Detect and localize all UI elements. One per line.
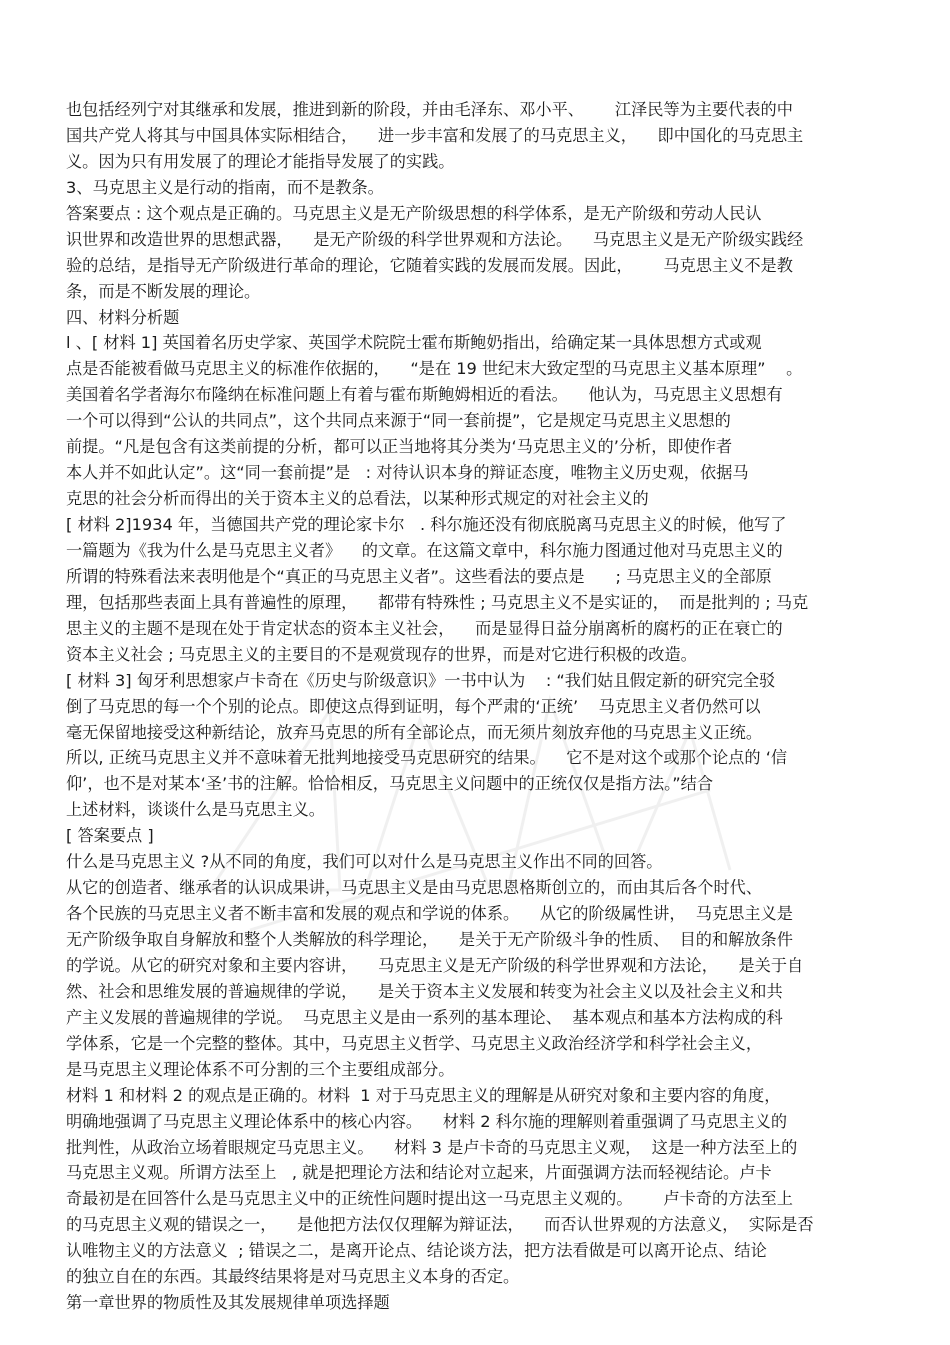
text-line: 马克思主义观。所谓方法至上 , 就是把理论方法和结论对立起来，片面强调方法而轻视结论。卢卡	[66, 1163, 772, 1183]
text-line: 毫无保留地接受这种新结论，放弃马克思的所有全部论点，而无须片刻放弃他的马克思主义正统。	[66, 722, 763, 742]
text-line: 认唯物主义的方法意义 ; 错误之二，是离开论点、结论谈方法，把方法看做是可以离开论点、结论	[66, 1241, 767, 1261]
text-line: 也包括经列宁对其继承和发展，推进到新的阶段，并由毛泽东、邓小平、 江泽民等为主要代表的中	[66, 100, 793, 119]
text-line: 前提。“凡是包含有这类前提的分析，都可以正当地将其分类为‘马克思主义的’分析，即使作者	[66, 437, 733, 457]
section-heading: 3、马克思主义是行动的指南，而不是教条。	[66, 177, 384, 197]
text-line: 各个民族的马克思主义者不断丰富和发展的观点和学说的体系。 从它的阶级属性讲， 马克思主义是	[66, 904, 793, 924]
text-line: 的马克思主义观的错误之一， 是他把方法仅仅理解为辩证法， 而否认世界观的方法意义， 实际是否	[66, 1215, 814, 1235]
text-line: 的学说。从它的研究对象和主要内容讲， 马克思主义是无产阶级的科学世界观和方法论， 是关于自	[66, 955, 804, 975]
text-line: l 、[ 材料 1] 英国着名历史学家、英国学术院院士霍布斯鲍奶指出，给确定某一具体思想方式或观	[66, 333, 762, 353]
section-heading: [ 答案要点 ]	[66, 826, 154, 846]
text-line: 一篇题为《我为什么是马克思主义者》 的文章。在这篇文章中，科尔施力图通过他对马克思主义的	[66, 540, 783, 560]
text-line: 倒了马克思的每一个个别的论点。即使这点得到证明，每个严肃的‘正统’ 马克思主义者仍然可以	[66, 696, 761, 716]
text-line: 资本主义社会 ; 马克思主义的主要目的不是观赏现存的世界，而是对它进行积极的改造。	[66, 644, 697, 664]
text-line: 批判性，从政治立场着眼规定马克思主义。 材料 3 是卢卡奇的马克思主义观， 这是一种方法至上的	[66, 1137, 798, 1157]
text-line: 产主义发展的普遍规律的学说。 马克思主义是由一系列的基本理论、 基本观点和基本方法构成的科	[66, 1007, 783, 1027]
text-line: 明确地强调了马克思主义理论体系中的核心内容。 材料 2 科尔施的理解则着重强调了马克思主义的	[66, 1111, 788, 1131]
text-line: 什么是马克思主义 ?从不同的角度，我们可以对什么是马克思主义作出不同的回答。	[66, 852, 663, 872]
text-line: 所以, 正统马克思主义并不意味着无批判地接受马克思研究的结果。 它不是对这个或那个论点的 ‘信	[66, 748, 788, 768]
text-line: 本人并不如此认定”。这“同一套前提”是 : 对待认识本身的辩证态度，唯物主义历史观，依据马	[66, 463, 749, 483]
text-line: 仰’，也不是对某本‘圣’书的注解。恰恰相反，马克思主义问题中的正统仅仅是指方法。”结合	[66, 774, 714, 794]
text-line: 然、社会和思维发展的普遍规律的学说， 是关于资本主义发展和转变为社会主义以及社会主义和共	[66, 981, 783, 1001]
text-line: 义。因为只有用发展了的理论才能指导发展了的实践。	[66, 151, 455, 171]
text-line: 国共产党人将其与中国具体实际相结合， 进一步丰富和发展了的马克思主义， 即中国化的马克思主	[66, 125, 804, 145]
text-line: 点是否能被看做马克思主义的标准作依据的， “是在 19 世纪末大致定型的马克思主义基本原理” 。	[66, 359, 803, 379]
text-line: 从它的创造者、继承者的认识成果讲，马克思主义是由马克思恩格斯创立的，而由其后各个时代、	[66, 878, 763, 898]
text-line: 条，而是不断发展的理论。	[66, 281, 261, 301]
text-line: 所谓的特殊看法来表明他是个“真正的马克思主义者”。这些看法的要点是 ; 马克思主义的全部原	[66, 566, 772, 586]
text-line: 的独立自在的东西。其最终结果将是对马克思主义本身的否定。	[66, 1267, 520, 1287]
text-line: 学体系，它是一个完整的整体。其中，马克思主义哲学、马克思主义政治经济学和科学社会主义，	[66, 1033, 763, 1053]
text-line: 一个可以得到“公认的共同点”，这个共同点来源于“同一套前提”，它是规定马克思主义思想的	[66, 411, 731, 431]
text-line: 上述材料，谈谈什么是马克思主义。	[66, 800, 325, 820]
text-line: 克思的社会分析而得出的关于资本主义的总看法，以某种形式规定的对社会主义的	[66, 489, 649, 509]
text-line: [ 材料 2]1934 年，当德国共产党的理论家卡尔 . 科尔施还没有彻底脱离马克思主义的时候，他写了	[66, 515, 787, 534]
text-line: 是马克思主义理论体系不可分割的三个主要组成部分。	[66, 1059, 455, 1079]
text-line: 理，包括那些表面上具有普遍性的原理， 都带有特殊性 ; 马克思主义不是实证的， 而是批判的 ; 马克	[66, 592, 809, 612]
text-line: 无产阶级争取自身解放和整个人类解放的科学理论， 是关于无产阶级斗争的性质、 目的和解放条件	[66, 930, 793, 949]
text-line: [ 材料 3] 匈牙利思想家卢卡奇在《历史与阶级意识》一书中认为 : “我们姑且假定新的研究完全驳	[66, 670, 776, 690]
text-line: 思主义的主题不是现在处于肯定状态的资本主义社会， 而是显得日益分崩离析的腐朽的正在衰亡的	[66, 618, 783, 638]
document-body	[66, 97, 886, 1316]
section-heading: 第一章世界的物质性及其发展规律单项选择题	[66, 1293, 390, 1313]
text-line: 验的总结，是指导无产阶级进行革命的理论，它随着实践的发展而发展。因此， 马克思主义不是教	[66, 255, 793, 275]
text-line: 材料 1 和材料 2 的观点是正确的。材料 1 对于马克思主义的理解是从研究对象和主要内容的角度，	[66, 1085, 781, 1105]
text-line: 美国着名学者海尔布隆纳在标准问题上有着与霍布斯鲍姆相近的看法。 他认为，马克思主义思想有	[66, 385, 783, 405]
section-heading: 四、材料分析题	[66, 307, 180, 327]
text-line: 奇最初是在回答什么是马克思主义中的正统性问题时提出这一马克思主义观的。 卢卡奇的方法至上	[66, 1189, 793, 1209]
text-line: 答案要点 : 这个观点是正确的。马克思主义是无产阶级思想的科学体系，是无产阶级和劳动人民认	[66, 203, 762, 223]
text-line: 识世界和改造世界的思想武器， 是无产阶级的科学世界观和方法论。 马克思主义是无产阶级实践经	[66, 229, 804, 249]
